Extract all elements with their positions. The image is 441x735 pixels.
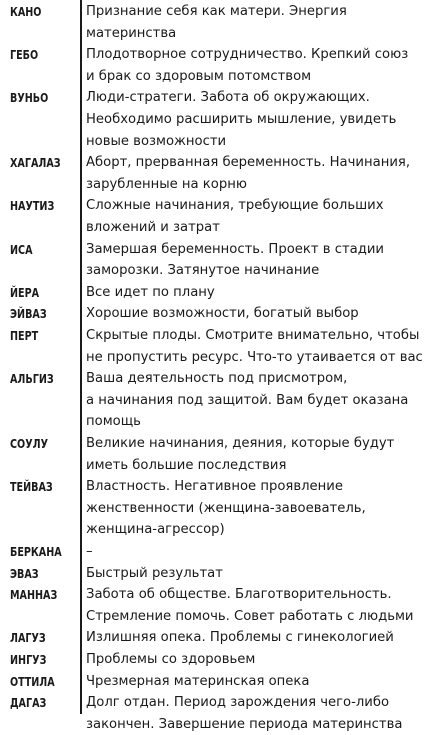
rune-meaning-line: не пропустить ресурс. Что-то утаивается от вас (86, 349, 423, 365)
rune-meaning-line: помощь (86, 414, 141, 430)
rune-meaning-line: вложений и затрат (86, 219, 220, 235)
rune-meaning-line: Долг отдан. Период зарождения чего-либо (86, 695, 390, 711)
rune-meaning-line: закончен. Завершение периода материнства (86, 716, 403, 732)
table-row (0, 152, 441, 195)
rune-name: ОТТИЛА (10, 674, 55, 689)
rune-name: ЭВАЗ (10, 566, 39, 581)
rune-name: ГЕБО (10, 48, 39, 63)
rune-meaning-line: Люди-стратеги. Забота об окружающих. (86, 90, 370, 106)
rune-name: АЛЬГИЗ (10, 372, 54, 387)
table-row (0, 563, 441, 585)
rune-meaning-line: Проблемы со здоровьем (86, 652, 256, 667)
table-row (0, 303, 441, 325)
rune-meaning-line: заморозки. Затянутое начинание (86, 263, 320, 279)
rune-meaning-line: Излишняя опека. Проблемы с гинекологией (86, 630, 394, 646)
rune-name: БЕРКАНА (10, 545, 62, 559)
table-row (0, 282, 441, 304)
rune-name: КАНО (10, 5, 42, 19)
table-row (0, 541, 441, 563)
rune-name: ИСА (10, 242, 33, 257)
rune-name: ЛАГУЗ (10, 631, 46, 646)
rune-name: НАУТИЗ (10, 199, 55, 214)
rune-meaning-line: Властность. Негативное проявление (86, 479, 343, 495)
rune-meaning-line: иметь большие последствия (86, 457, 287, 473)
rune-meaning-line: материнства (86, 25, 177, 41)
table-row (0, 44, 441, 87)
rune-meaning-line: Скрытые плоды. Смотрите внимательно, чтобы (86, 328, 420, 343)
rune-name: СОУЛУ (10, 437, 48, 451)
rune-meaning-line: Быстрый результат (86, 565, 223, 581)
table-row (0, 649, 441, 671)
table-row (0, 476, 441, 541)
rune-meaning-line: новые возможности (86, 133, 227, 149)
table-row (0, 87, 441, 152)
rune-meaning-line: Замершая беременность. Проект в стадии (86, 241, 384, 257)
rune-meaning-line: Великие начинания, деяния, которые будут (86, 436, 395, 451)
rune-name: ПЕРТ (10, 329, 39, 343)
rune-name: МАННАЗ (10, 588, 58, 603)
table-row (0, 584, 441, 627)
rune-meaning-line: Забота об обществе. Благотворительность. (86, 587, 392, 603)
table-row (0, 325, 441, 368)
rune-name: ДАГАЗ (10, 696, 47, 711)
rune-name: ЭЙВАЗ (10, 307, 47, 322)
rune-meaning-line: женщина-агрессор) (86, 522, 225, 538)
table-row (0, 671, 441, 693)
rune-meaning-line: Плодотворное сотрудничество. Крепкий союз (86, 47, 409, 63)
table-row (0, 433, 441, 476)
rune-meaning-line: Ваша деятельность под присмотром, (86, 371, 348, 387)
table-row (0, 239, 441, 282)
rune-meaning-line: Признание себя как матери. Энергия (86, 4, 347, 19)
table-row (0, 195, 441, 238)
rune-meaning-line: зарубленные на корню (86, 176, 247, 192)
rune-meaning-line: а начинания под защитой. Вам будет оказана (86, 392, 409, 408)
rune-name: ВУНЬО (10, 91, 49, 106)
rune-meaning-line: Необходимо расширить мышление, увидеть (86, 111, 397, 127)
table-row (0, 1, 441, 44)
rune-meaning-line: Аборт, прерванная беременность. Начинания, (86, 155, 411, 171)
rune-name: ТЕЙВАЗ (10, 480, 53, 495)
rune-meaning-line: и брак со здоровым потомством (86, 68, 312, 84)
rune-meaning-line: Сложные начинания, требующие больших (86, 198, 384, 214)
table-row (0, 368, 441, 433)
rune-name: ХАГАЛАЗ (10, 156, 61, 171)
rune-meaning-line: – (86, 544, 93, 559)
rune-name: ЙЕРА (10, 285, 40, 300)
rune-meaning-line: Стремление помочь. Совет работать с людьми (86, 608, 414, 624)
rune-meaning-line: Все идет по плану (86, 284, 215, 300)
rune-meaning-line: Хорошие возможности, богатый выбор (86, 306, 359, 322)
rune-meaning-line: женственности (женщина-завоеватель, (86, 500, 366, 516)
rune-meaning-line: Чрезмерная материнская опека (86, 673, 310, 689)
rune-name: ИНГУЗ (10, 653, 47, 667)
table-row (0, 627, 441, 649)
